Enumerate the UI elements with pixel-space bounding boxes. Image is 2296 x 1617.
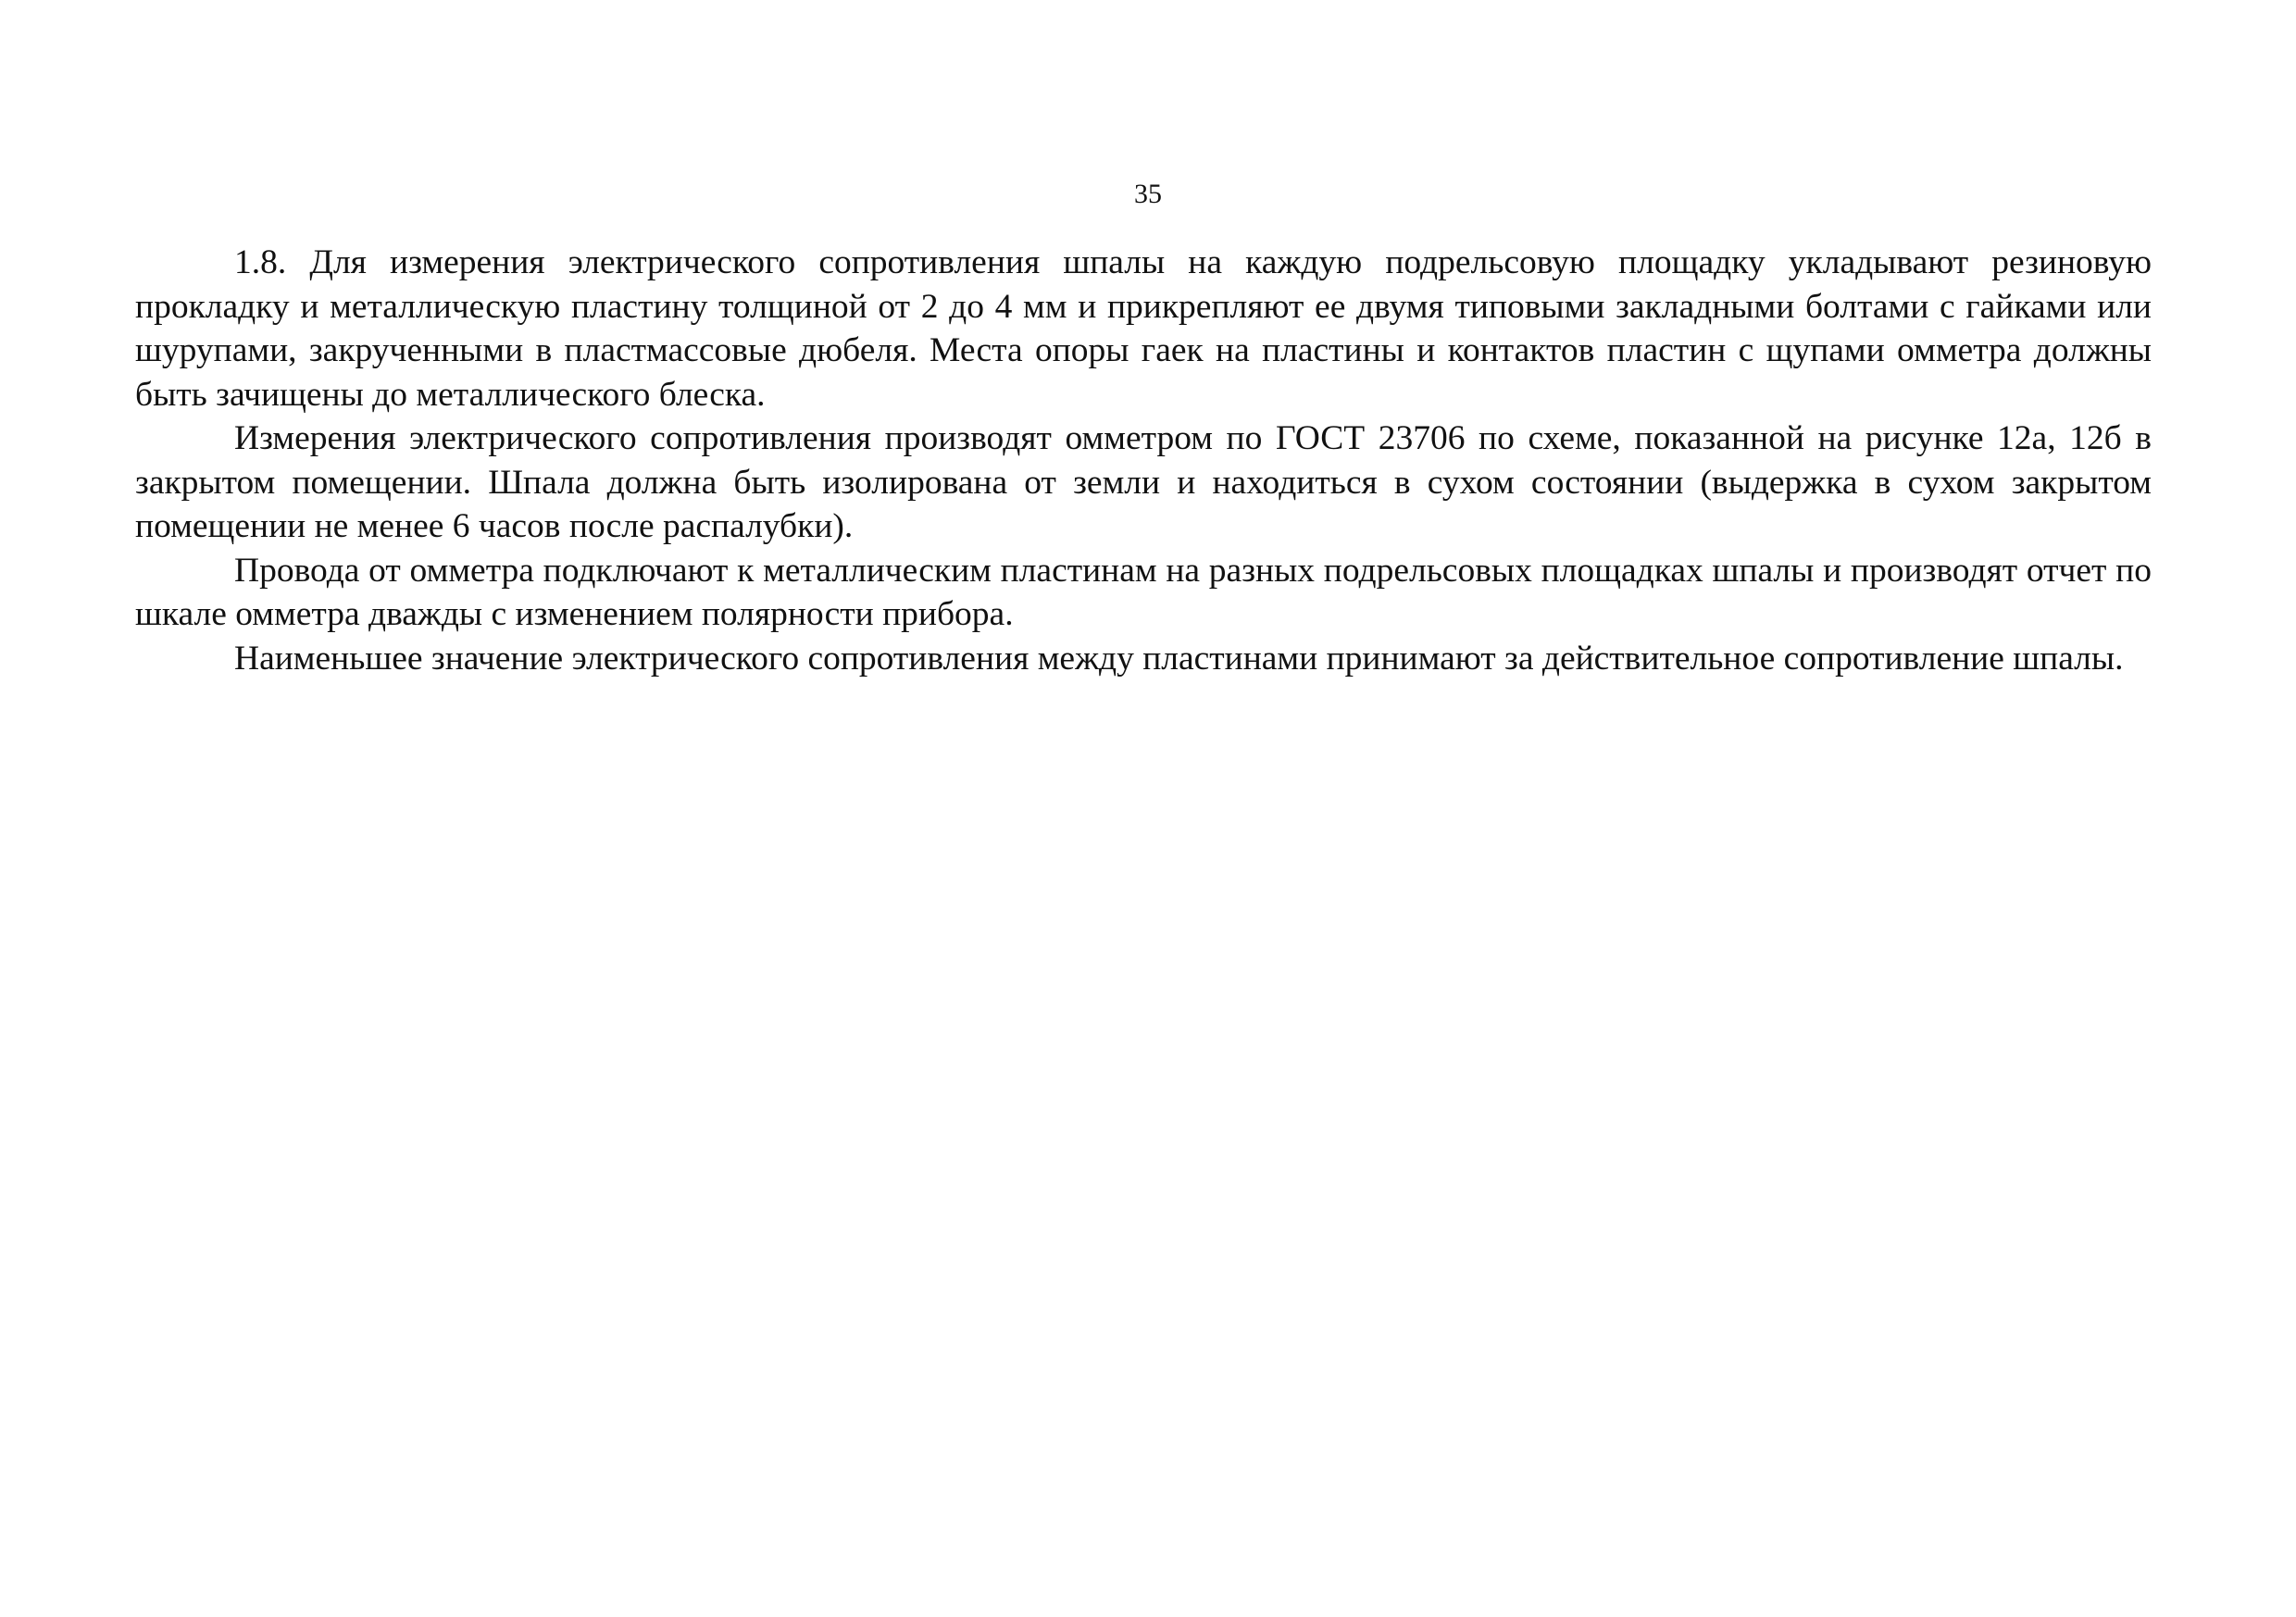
paragraph-1-8-measurement-setup: 1.8. Для измерения электрического сопротивления шпалы на каждую подрельсовую площадку укладывают резиновую прокладку и металлическую пластину толщиной от 2 до 4 мм и прикрепляют ее двумя типовыми закладными болтами с гайками или шурупами, закрученными в пластмассовые дюбеля. Места опоры гаек на пластины и контактов пластин с щупами омметра должны быть зачищены до металлического блеска. <box>135 243 2152 414</box>
paragraph-resistance-result: Наименьшее значение электрического сопротивления между пластинами принимают за действительное сопротивление шпалы. <box>234 639 2124 678</box>
paragraph-wire-connection: Провода от омметра подключают к металлическим пластинам на разных подрельсовых площадках шпалы и производят отчет по шкале омметра дважды с изменением полярности прибора. <box>135 551 2152 633</box>
paragraph-measurement-method: Измерения электрического сопротивления производят омметром по ГОСТ 23706 по схеме, показанной на рисунке 12а, 12б в закрытом помещении. Шпала должна быть изолирована от земли и находиться в сухом состоянии (выдержка в сухом закрытом помещении не менее 6 часов после распалубки). <box>135 419 2152 545</box>
page-number: 35 <box>1134 179 1162 209</box>
body-text <box>135 241 2152 680</box>
